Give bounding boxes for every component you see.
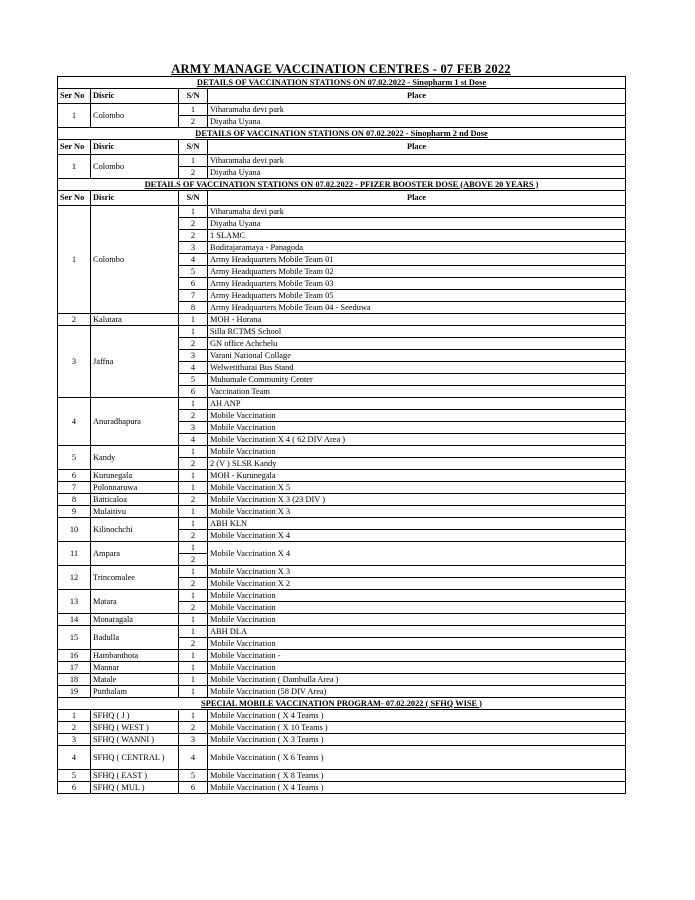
ser-no-cell: 13	[58, 590, 91, 614]
place-cell: Mobile Vaccination X 2	[208, 578, 626, 590]
ser-no-cell: 2	[58, 722, 91, 734]
sn-cell: 2	[179, 230, 208, 242]
sn-cell: 5	[179, 266, 208, 278]
sn-cell: 2	[179, 554, 208, 566]
table-row	[58, 314, 626, 326]
ser-no-cell: 1	[58, 206, 91, 314]
table-row	[58, 398, 626, 410]
place-cell: 1 SLAMC	[208, 230, 626, 242]
ser-no-cell: 1	[58, 104, 91, 128]
header-sn: S/N	[179, 89, 208, 104]
vaccination-document	[57, 62, 625, 794]
place-cell: Vaccination Team	[208, 386, 626, 398]
table-row	[58, 650, 626, 662]
ser-no-cell: 17	[58, 662, 91, 674]
sn-cell: 1	[179, 566, 208, 578]
sn-cell: 1	[179, 614, 208, 626]
section-heading-row	[58, 77, 626, 89]
header-sn: S/N	[179, 140, 208, 155]
place-cell: Mobile Vaccination	[208, 662, 626, 674]
place-cell: MOH - Kurunegala	[208, 470, 626, 482]
table-row	[58, 722, 626, 734]
place-cell: Mobile Vaccination	[208, 602, 626, 614]
table-row	[58, 674, 626, 686]
district-cell: Colombo	[91, 155, 179, 179]
section-heading: DETAILS OF VACCINATION STATIONS ON 07.02.2022 - Sinopharm 2 nd Dose	[58, 128, 626, 140]
place-cell: Army Headquarters Mobile Team 05	[208, 290, 626, 302]
place-cell: Army Headquarters Mobile Team 02	[208, 266, 626, 278]
sn-cell: 2	[179, 167, 208, 179]
sn-cell: 3	[179, 242, 208, 254]
table-row	[58, 542, 626, 554]
ser-no-cell: 7	[58, 482, 91, 494]
table-row	[58, 446, 626, 458]
place-cell: Mobile Vaccination -	[208, 650, 626, 662]
table-row	[58, 734, 626, 746]
table-row	[58, 782, 626, 794]
ser-no-cell: 14	[58, 614, 91, 626]
sn-cell: 2	[179, 578, 208, 590]
place-cell: Mobile Vaccination ( X 8 Teams )	[208, 770, 626, 782]
place-cell: Diyatha Uyana	[208, 167, 626, 179]
district-cell: SFHQ ( EAST )	[91, 770, 179, 782]
district-cell: SFHQ ( CENTRAL )	[91, 746, 179, 770]
sn-cell: 2	[179, 602, 208, 614]
place-cell: Mobile Vaccination	[208, 614, 626, 626]
sn-cell: 1	[179, 506, 208, 518]
ser-no-cell: 5	[58, 770, 91, 782]
sn-cell: 2	[179, 410, 208, 422]
place-cell: Mobile Vaccination X 4	[208, 530, 626, 542]
sn-cell: 1	[179, 482, 208, 494]
place-cell: Mobile Vaccination	[208, 590, 626, 602]
sn-cell: 2	[179, 638, 208, 650]
district-cell: Hambanthota	[91, 650, 179, 662]
table-row	[58, 506, 626, 518]
vaccination-table-body	[58, 77, 626, 794]
table-row	[58, 746, 626, 770]
sn-cell: 1	[179, 446, 208, 458]
table-row	[58, 686, 626, 698]
ser-no-cell: 2	[58, 314, 91, 326]
sn-cell: 1	[179, 155, 208, 167]
section-heading: SPECIAL MOBILE VACCINATION PROGRAM- 07.02.2022 ( SFHQ WISE )	[58, 698, 626, 710]
ser-no-cell: 4	[58, 398, 91, 446]
place-cell: Silla RCTMS School	[208, 326, 626, 338]
header-place: Place	[208, 191, 626, 206]
table-row	[58, 566, 626, 578]
sn-cell: 1	[179, 626, 208, 638]
section-heading: DETAILS OF VACCINATION STATIONS ON 07.02.2022 - Sinopharm 1 st Dose	[58, 77, 626, 89]
sn-cell: 2	[179, 218, 208, 230]
place-cell: Muhumale Community Center	[208, 374, 626, 386]
sn-cell: 4	[179, 434, 208, 446]
sn-cell: 2	[179, 338, 208, 350]
district-cell: Matale	[91, 674, 179, 686]
place-cell: Mobile Vaccination ( Dambulla Area )	[208, 674, 626, 686]
place-cell: Diyatha Uyana	[208, 218, 626, 230]
table-row	[58, 614, 626, 626]
table-row	[58, 104, 626, 116]
place-cell: Bodirajaramaya - Panagoda	[208, 242, 626, 254]
sn-cell: 3	[179, 734, 208, 746]
header-ser-no: Ser No	[58, 191, 91, 206]
place-cell: Varani National Collage	[208, 350, 626, 362]
district-cell: Kalutara	[91, 314, 179, 326]
sn-cell: 1	[179, 104, 208, 116]
district-cell: Kandy	[91, 446, 179, 470]
district-cell: SFHQ ( MUL )	[91, 782, 179, 794]
table-row	[58, 494, 626, 506]
sn-cell: 1	[179, 470, 208, 482]
sn-cell: 5	[179, 374, 208, 386]
place-cell: Diyatha Uyana	[208, 116, 626, 128]
place-cell: Mobile Vaccination	[208, 638, 626, 650]
ser-no-cell: 15	[58, 626, 91, 650]
ser-no-cell: 3	[58, 734, 91, 746]
table-row	[58, 590, 626, 602]
district-cell: Matara	[91, 590, 179, 614]
place-cell: Mobile Vaccination X 4	[208, 542, 626, 566]
sn-cell: 2	[179, 458, 208, 470]
sn-cell: 1	[179, 206, 208, 218]
place-cell: Viharamaha devi park	[208, 155, 626, 167]
header-sn: S/N	[179, 191, 208, 206]
table-row	[58, 626, 626, 638]
ser-no-cell: 8	[58, 494, 91, 506]
sn-cell: 5	[179, 770, 208, 782]
place-cell: Mobile Vaccination ( X 6 Teams )	[208, 746, 626, 770]
sn-cell: 3	[179, 422, 208, 434]
header-district: Disric	[91, 191, 179, 206]
ser-no-cell: 16	[58, 650, 91, 662]
district-cell: Badulla	[91, 626, 179, 650]
place-cell: Mobile Vaccination X 3	[208, 506, 626, 518]
vaccination-table	[57, 76, 626, 794]
sn-cell: 2	[179, 722, 208, 734]
district-cell: SFHQ ( J )	[91, 710, 179, 722]
section-heading-row	[58, 128, 626, 140]
header-place: Place	[208, 140, 626, 155]
place-cell: Viharamaha devi park	[208, 206, 626, 218]
place-cell: Mobile Vaccination	[208, 410, 626, 422]
district-cell: Colombo	[91, 104, 179, 128]
place-cell: Army Headquarters Mobile Team 01	[208, 254, 626, 266]
ser-no-cell: 18	[58, 674, 91, 686]
place-cell: Welwetithurai Bus Stand	[208, 362, 626, 374]
sn-cell: 2	[179, 116, 208, 128]
ser-no-cell: 1	[58, 155, 91, 179]
sn-cell: 8	[179, 302, 208, 314]
sn-cell: 1	[179, 650, 208, 662]
place-cell: 2 (V ) SLSR Kandy	[208, 458, 626, 470]
table-row	[58, 326, 626, 338]
sn-cell: 1	[179, 518, 208, 530]
sn-cell: 1	[179, 710, 208, 722]
table-row	[58, 470, 626, 482]
place-cell: GN office Achchelu	[208, 338, 626, 350]
ser-no-cell: 6	[58, 470, 91, 482]
sn-cell: 4	[179, 362, 208, 374]
place-cell: Mobile Vaccination ( X 4 Teams )	[208, 782, 626, 794]
district-cell: Mulaitivu	[91, 506, 179, 518]
district-cell: SFHQ ( WEST )	[91, 722, 179, 734]
sn-cell: 6	[179, 782, 208, 794]
sn-cell: 1	[179, 662, 208, 674]
header-district: Disric	[91, 89, 179, 104]
table-row	[58, 770, 626, 782]
sn-cell: 1	[179, 542, 208, 554]
place-cell: Mobile Vaccination X 5	[208, 482, 626, 494]
header-place: Place	[208, 89, 626, 104]
district-cell: Anuradhapura	[91, 398, 179, 446]
place-cell: Mobile Vaccination X 4 ( 62 DIV Area )	[208, 434, 626, 446]
district-cell: Kurunegala	[91, 470, 179, 482]
district-cell: Kilinochchi	[91, 518, 179, 542]
place-cell: Viharamaha devi park	[208, 104, 626, 116]
ser-no-cell: 6	[58, 782, 91, 794]
place-cell: MOH - Horana	[208, 314, 626, 326]
district-cell: Trincomalee	[91, 566, 179, 590]
column-header-row	[58, 191, 626, 206]
sn-cell: 6	[179, 386, 208, 398]
place-cell: ABH DLA	[208, 626, 626, 638]
table-row	[58, 155, 626, 167]
district-cell: Jaffna	[91, 326, 179, 398]
place-cell: AH ANP	[208, 398, 626, 410]
sn-cell: 1	[179, 398, 208, 410]
header-ser-no: Ser No	[58, 89, 91, 104]
sn-cell: 6	[179, 278, 208, 290]
place-cell: Mobile Vaccination X 3 (23 DIV )	[208, 494, 626, 506]
ser-no-cell: 10	[58, 518, 91, 542]
section-heading-row	[58, 698, 626, 710]
ser-no-cell: 9	[58, 506, 91, 518]
ser-no-cell: 19	[58, 686, 91, 698]
sn-cell: 2	[179, 494, 208, 506]
ser-no-cell: 4	[58, 746, 91, 770]
place-cell: Mobile Vaccination X 3	[208, 566, 626, 578]
place-cell: Mobile Vaccination (58 DIV Area)	[208, 686, 626, 698]
sn-cell: 3	[179, 350, 208, 362]
ser-no-cell: 5	[58, 446, 91, 470]
sn-cell: 1	[179, 314, 208, 326]
column-header-row	[58, 140, 626, 155]
sn-cell: 1	[179, 326, 208, 338]
district-cell: Ampara	[91, 542, 179, 566]
ser-no-cell: 12	[58, 566, 91, 590]
table-row	[58, 206, 626, 218]
section-heading: DETAILS OF VACCINATION STATIONS ON 07.02.2022 - PFIZER BOOSTER DOSE (ABOVE 20 YEARS )	[58, 179, 626, 191]
place-cell: Mobile Vaccination ( X 3 Teams )	[208, 734, 626, 746]
district-cell: Colombo	[91, 206, 179, 314]
sn-cell: 4	[179, 254, 208, 266]
district-cell: Batticaloa	[91, 494, 179, 506]
table-row	[58, 518, 626, 530]
ser-no-cell: 11	[58, 542, 91, 566]
table-row	[58, 662, 626, 674]
district-cell: Monaragala	[91, 614, 179, 626]
place-cell: Mobile Vaccination	[208, 422, 626, 434]
sn-cell: 2	[179, 530, 208, 542]
place-cell: Mobile Vaccination ( X 4 Teams )	[208, 710, 626, 722]
header-district: Disric	[91, 140, 179, 155]
table-row	[58, 482, 626, 494]
ser-no-cell: 1	[58, 710, 91, 722]
place-cell: Mobile Vaccination	[208, 446, 626, 458]
document-title: ARMY MANAGE VACCINATION CENTRES - 07 FEB 2022	[171, 62, 511, 76]
sn-cell: 1	[179, 674, 208, 686]
district-cell: Putthalam	[91, 686, 179, 698]
sn-cell: 7	[179, 290, 208, 302]
section-heading-row	[58, 179, 626, 191]
column-header-row	[58, 89, 626, 104]
place-cell: Mobile Vaccination ( X 10 Teams )	[208, 722, 626, 734]
sn-cell: 1	[179, 590, 208, 602]
header-ser-no: Ser No	[58, 140, 91, 155]
district-cell: SFHQ ( WANNI )	[91, 734, 179, 746]
place-cell: ABH KLN	[208, 518, 626, 530]
ser-no-cell: 3	[58, 326, 91, 398]
table-row	[58, 710, 626, 722]
place-cell: Army Headquarters Mobile Team 04 - Seeduwa	[208, 302, 626, 314]
sn-cell: 4	[179, 746, 208, 770]
district-cell: Mannar	[91, 662, 179, 674]
place-cell: Army Headquarters Mobile Team 03	[208, 278, 626, 290]
district-cell: Polonnaruwa	[91, 482, 179, 494]
sn-cell: 1	[179, 686, 208, 698]
